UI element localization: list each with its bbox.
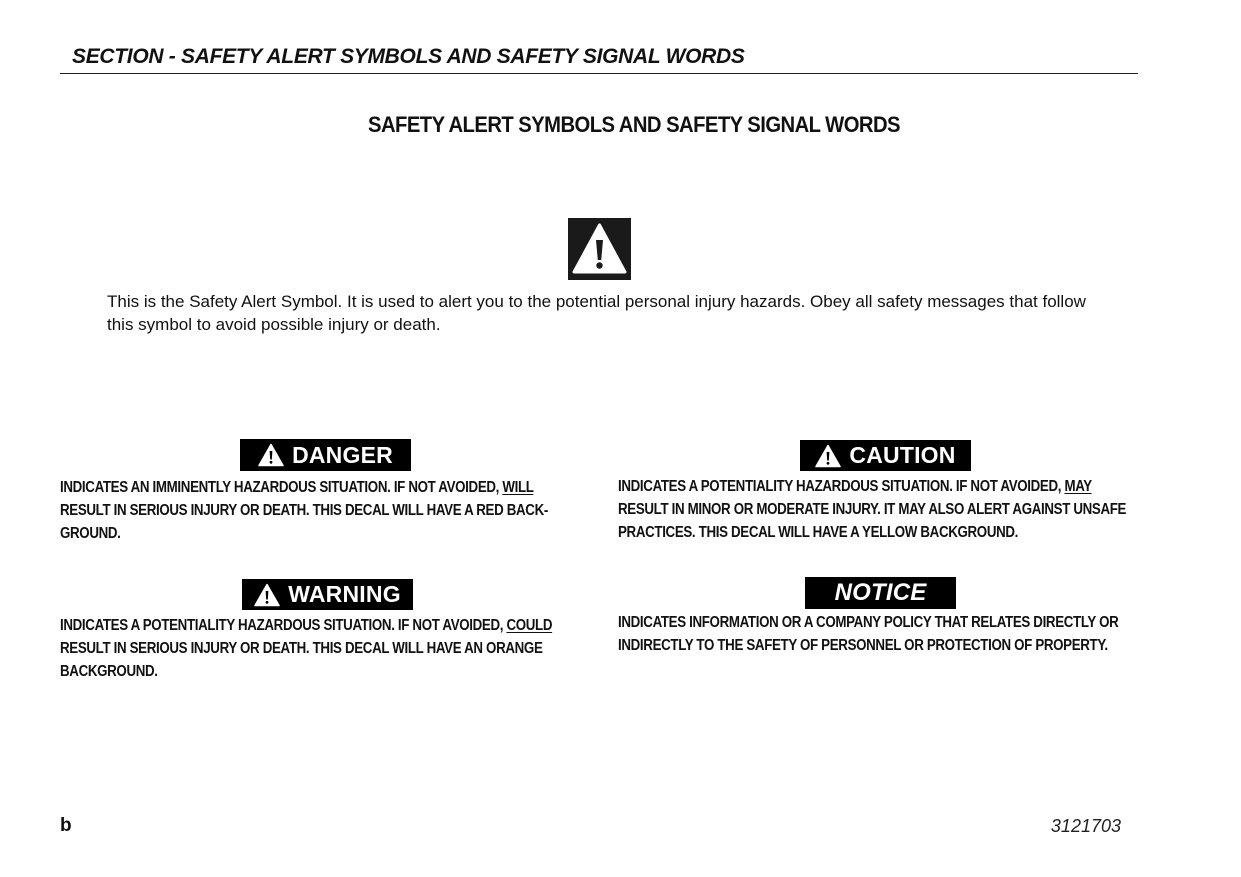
- warning-desc-before: INDICATES A POTENTIALITY HAZARDOUS SITUATION. IF NOT AVOIDED,: [60, 617, 507, 634]
- caution-description: [618, 475, 1134, 544]
- section-divider: [60, 73, 1138, 74]
- caution-desc-before: INDICATES A POTENTIALITY HAZARDOUS SITUATION. IF NOT AVOIDED,: [618, 478, 1065, 495]
- warning-triangle-icon: [568, 218, 631, 280]
- notice-label: NOTICE: [834, 579, 927, 606]
- warning-label: WARNING: [288, 581, 401, 607]
- warning-description: [60, 614, 567, 683]
- section-header: SECTION - SAFETY ALERT SYMBOLS AND SAFETY SIGNAL WORDS: [72, 45, 745, 68]
- warning-badge: [242, 579, 413, 610]
- document-number: 3121703: [1050, 816, 1121, 836]
- danger-desc-before: INDICATES AN IMMINENTLY HAZARDOUS SITUATION. IF NOT AVOIDED,: [60, 479, 503, 496]
- page-letter: b: [60, 815, 72, 836]
- caution-desc-emphasis: MAY: [1064, 478, 1092, 495]
- warning-desc-emphasis: COULD: [506, 617, 553, 634]
- intro-paragraph: This is the Safety Alert Symbol. It is used to alert you to the potential personal injury hazards. Obey all safety messages that follow this symbol to avoid possible injury or death.: [107, 292, 1086, 334]
- caution-label: CAUTION: [849, 442, 956, 468]
- safety-alert-symbol: [568, 218, 631, 280]
- danger-label: DANGER: [292, 441, 393, 468]
- danger-badge: [240, 439, 411, 471]
- danger-desc-emphasis: WILL: [502, 479, 534, 496]
- page-title: SAFETY ALERT SYMBOLS AND SAFETY SIGNAL WORDS: [368, 112, 900, 137]
- notice-badge: [805, 577, 956, 609]
- caution-badge: [800, 440, 971, 471]
- caution-desc-after: RESULT IN MINOR OR MODERATE INJURY. IT MAY ALSO ALERT AGAINST UNSAFE PRACTICES. THIS DECAL WILL HAVE A YELLOW BACKGROUND.: [618, 501, 1127, 541]
- warning-triangle-icon: [815, 444, 841, 468]
- warning-triangle-icon: [258, 443, 284, 467]
- warning-triangle-icon: [254, 583, 280, 607]
- danger-desc-after: RESULT IN SERIOUS INJURY OR DEATH. THIS DECAL WILL HAVE A RED BACK-GROUND.: [60, 502, 548, 542]
- danger-description: [60, 476, 550, 545]
- warning-desc-after: RESULT IN SERIOUS INJURY OR DEATH. THIS DECAL WILL HAVE AN ORANGE BACKGROUND.: [60, 640, 543, 680]
- notice-description: INDICATES INFORMATION OR A COMPANY POLICY THAT RELATES DIRECTLY OR INDIRECTLY TO THE SAFETY OF PERSONNEL OR PROTECTION OF PROPERTY.: [618, 614, 1119, 654]
